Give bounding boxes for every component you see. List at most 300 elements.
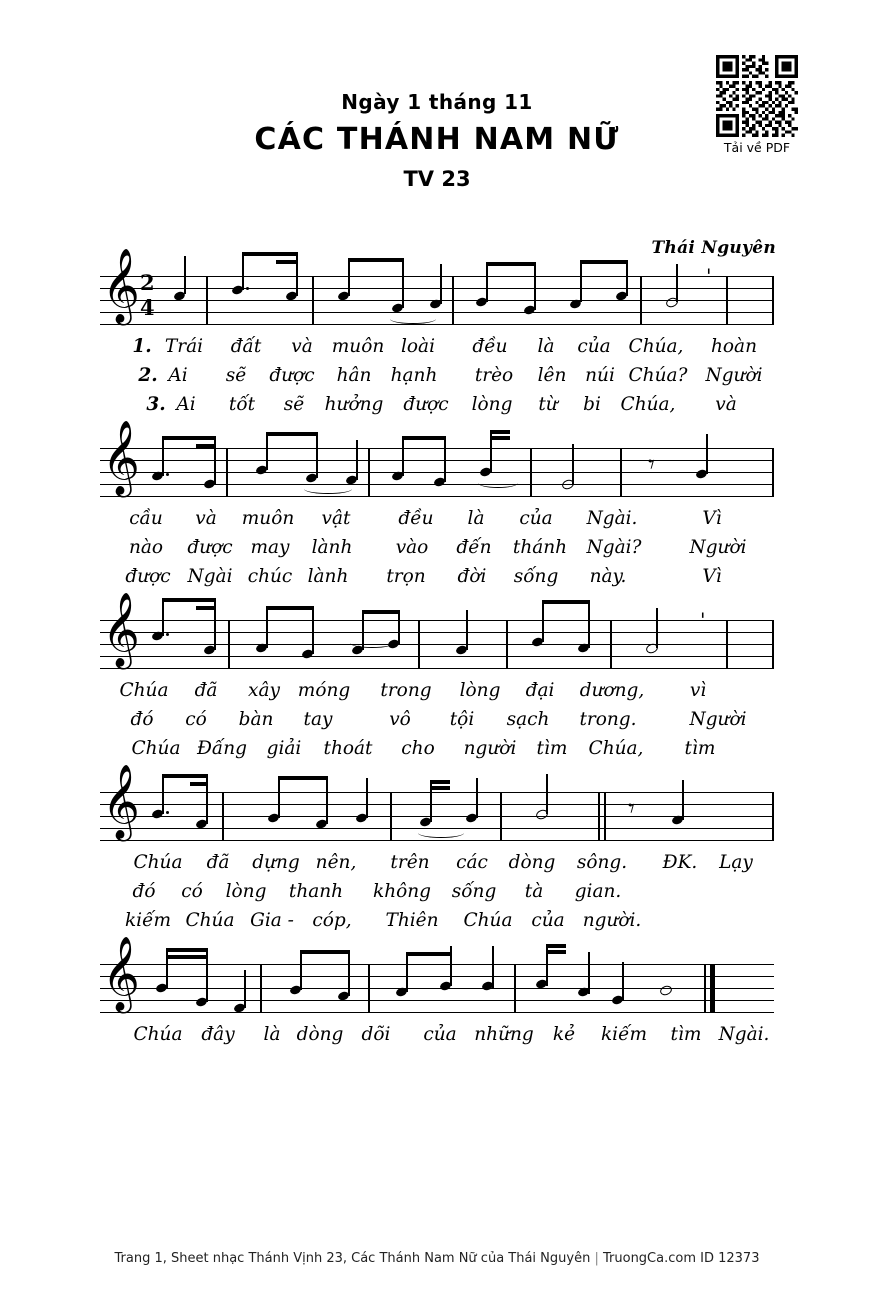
lyric-syllable: Chúa (131, 738, 181, 759)
lyric-syllable: đó (130, 709, 154, 730)
lyric-line-verse-1 (100, 508, 774, 537)
note-stem (162, 436, 164, 476)
lyric-syllable: Vì (702, 508, 722, 529)
verse-number: 3. (146, 394, 166, 415)
barline (418, 620, 420, 668)
lyric-syllable: lòng (459, 680, 501, 701)
lyric-syllable: Trái (164, 336, 204, 357)
lyric-syllable: được (187, 537, 233, 558)
staff-line (100, 988, 774, 989)
lyric-syllable: người (463, 738, 517, 759)
beam (190, 782, 206, 786)
lyric-syllable: thanh (288, 881, 344, 902)
barline (368, 448, 370, 496)
lyrics-block-4 (100, 852, 774, 939)
lyric-syllable: Người (689, 537, 747, 558)
lyric-syllable: muôn (241, 508, 295, 529)
staff-5 (100, 937, 774, 1018)
lyric-syllable: sống (513, 566, 559, 587)
lyric-syllable: gian. (574, 881, 622, 902)
beam (546, 950, 566, 954)
page-title: CÁC THÁNH NAM NỮ (254, 122, 620, 157)
music-system-4 (100, 765, 774, 939)
treble-clef-icon: 𝄞 (102, 421, 140, 495)
staff-line (100, 792, 774, 793)
lyric-syllable: hân (336, 365, 372, 386)
note-stem (214, 598, 216, 650)
augmentation-dot (166, 633, 169, 636)
lyric-line-verse-3 (100, 566, 774, 595)
lyric-syllable: lòng (471, 394, 513, 415)
note-stem (656, 608, 658, 648)
music-system-2 (100, 421, 774, 595)
lyric-syllable: và (195, 508, 217, 529)
note-stem (542, 600, 544, 642)
lyric-syllable: đại (525, 680, 555, 701)
barline (226, 448, 228, 496)
barline (368, 964, 370, 1012)
lyric-syllable: bàn (238, 709, 274, 730)
staff-line (100, 632, 774, 633)
lyric-syllable: vào (395, 537, 429, 558)
barline (640, 276, 642, 324)
note-stem (244, 970, 246, 1008)
footer-description: Trang 1, Sheet nhạc Thánh Vịnh 23, Các Thánh Nam Nữ của Thái Nguyên (114, 1251, 591, 1266)
barline (726, 276, 728, 324)
lyric-syllable: lên (537, 365, 567, 386)
lyric-syllable: và (715, 394, 737, 415)
beam (266, 606, 312, 610)
lyric-syllable: loài (400, 336, 436, 357)
note-stem (348, 950, 350, 996)
lyric-syllable: Chúa, (588, 738, 644, 759)
staff-line (100, 460, 774, 461)
lyric-syllable: đều (472, 336, 508, 357)
note-stem (162, 598, 164, 636)
note-head (659, 984, 673, 997)
lyric-syllable: lành (307, 566, 349, 587)
lyric-syllable: Ngài. (586, 508, 638, 529)
lyric-syllable: may (250, 537, 290, 558)
page-subtitle: TV 23 (403, 167, 471, 191)
lyrics-block-5 (100, 1024, 774, 1053)
lyric-syllable: Người (705, 365, 763, 386)
note-stem (486, 262, 488, 302)
lyric-line-verse-3 (100, 738, 774, 767)
staff-line (100, 496, 774, 497)
lyric-syllable: xây (248, 680, 280, 701)
lyric-syllable: được (269, 365, 315, 386)
note-stem (278, 776, 280, 818)
page-footer (0, 1251, 874, 1266)
barline (726, 620, 728, 668)
footer-separator: | (594, 1251, 599, 1266)
barline (530, 448, 532, 496)
qr-caption: Tải về PDF (723, 140, 791, 155)
note-stem (266, 432, 268, 470)
lyrics-block-3 (100, 680, 774, 767)
lyric-syllable: bi (583, 394, 601, 415)
lyric-syllable: Thiên (385, 910, 439, 931)
barline (772, 620, 774, 668)
barline (772, 792, 774, 840)
note-stem (366, 778, 368, 818)
note-stem (266, 606, 268, 648)
beam (402, 436, 444, 440)
lyric-syllable: đã (206, 852, 230, 873)
lyric-line-verse-1 (100, 852, 774, 881)
note-stem (572, 444, 574, 484)
composer-name: Thái Nguyên (651, 238, 776, 258)
barline (206, 276, 208, 324)
beam (362, 610, 398, 614)
lyric-syllable: tốt (228, 394, 256, 415)
note-stem (166, 948, 168, 988)
music-system-1 (100, 249, 774, 423)
lyric-syllable: của (531, 910, 565, 931)
beam (278, 776, 326, 780)
lyric-syllable: cóp, (312, 910, 352, 931)
lyric-syllable: sạch (506, 709, 550, 730)
lyric-syllable: Ngài? (586, 537, 642, 558)
lyric-syllable: cho (401, 738, 435, 759)
lyric-syllable: thoát (323, 738, 373, 759)
treble-clef-icon: 𝄞 (102, 937, 140, 1011)
staff-line (100, 1012, 774, 1013)
beam (490, 430, 510, 434)
lyric-line-verse-2 (100, 537, 774, 566)
note-stem (362, 610, 364, 650)
slur (418, 828, 464, 838)
barline (598, 792, 600, 840)
beam (300, 950, 348, 954)
lyric-syllable: tay (303, 709, 333, 730)
lyric-syllable: của (519, 508, 553, 529)
note-stem (402, 436, 404, 476)
lyric-syllable: Chúa (133, 852, 183, 873)
beam (166, 955, 206, 959)
staff-line (100, 668, 774, 669)
lyric-line-verse-2 (100, 881, 774, 910)
slur (390, 314, 436, 324)
lyric-syllable: sống (451, 881, 497, 902)
lyric-syllable: vì (689, 680, 707, 701)
lyric-syllable: dương, (579, 680, 645, 701)
lyric-syllable: Ngài. (718, 1024, 770, 1045)
note-stem (356, 440, 358, 480)
lyric-syllable: Chúa (133, 1024, 183, 1045)
lyric-syllable: kẻ (552, 1024, 576, 1045)
refrain-marker: ĐK. (662, 852, 698, 873)
lyrics-block-1 (100, 336, 774, 423)
beam (166, 948, 206, 952)
lyric-syllable: có (181, 881, 203, 902)
lyric-syllable: đến (456, 537, 492, 558)
note-stem (622, 962, 624, 1000)
lyric-syllable: Chúa (463, 910, 513, 931)
lyric-syllable: Đấng (196, 738, 248, 759)
beam (430, 780, 450, 784)
treble-clef-icon: 𝄞 (102, 765, 140, 839)
lyric-syllable: nên, (315, 852, 357, 873)
lyric-syllable: kiếm (124, 910, 172, 931)
lyric-syllable: thánh (512, 537, 568, 558)
lyric-syllable: trong. (579, 709, 637, 730)
beam (542, 600, 588, 604)
staff-line (100, 620, 774, 621)
lyric-syllable: hưởng (324, 394, 384, 415)
beam (546, 944, 566, 948)
lyric-line-refrain (100, 1024, 774, 1053)
quarter-rest: 𝄾 (628, 794, 635, 824)
barline (772, 448, 774, 496)
lyrics-block-2 (100, 508, 774, 595)
barline (772, 276, 774, 324)
staff-line (100, 472, 774, 473)
lyric-syllable: tìm (670, 1024, 702, 1045)
treble-clef-icon: 𝄞 (102, 249, 140, 323)
lyric-syllable: tìm (536, 738, 568, 759)
lyric-syllable: những (474, 1024, 534, 1045)
staff-line (100, 448, 774, 449)
barline (452, 276, 454, 324)
lyric-line-verse-3 (100, 910, 774, 939)
lyric-syllable: và (291, 336, 313, 357)
staff-line (100, 644, 774, 645)
barline (514, 964, 516, 1012)
lyric-syllable: là (263, 1024, 281, 1045)
lyric-syllable: đất (230, 336, 262, 357)
lyric-syllable: tội (449, 709, 475, 730)
lyric-syllable: hoàn (711, 336, 757, 357)
lyric-syllable: của (423, 1024, 457, 1045)
staff-line (100, 976, 774, 977)
lyric-syllable: đây (201, 1024, 235, 1045)
beam (486, 262, 534, 266)
beam (196, 444, 214, 448)
lyric-syllable: dựng (252, 852, 300, 873)
barline (260, 964, 262, 1012)
lyric-syllable: Ai (176, 394, 196, 415)
note-stem (588, 600, 590, 648)
lyric-syllable: đời (457, 566, 487, 587)
note-stem (406, 952, 408, 992)
lyric-syllable: móng (297, 680, 351, 701)
verse-number: 1. (132, 336, 152, 357)
slur (478, 478, 518, 488)
lyric-syllable: không (372, 881, 432, 902)
lyric-syllable: đó (132, 881, 156, 902)
staff-2 (100, 421, 774, 502)
staff-4 (100, 765, 774, 846)
lyric-syllable: Người (689, 709, 747, 730)
lyric-syllable: sẽ (283, 394, 305, 415)
note-stem (296, 252, 298, 296)
treble-clef-icon: 𝄞 (102, 593, 140, 667)
note-stem (206, 774, 208, 824)
lyric-syllable: từ (538, 394, 558, 415)
music-system-3 (100, 593, 774, 767)
note-stem (214, 436, 216, 484)
lyric-line-verse-2 (100, 365, 774, 394)
lyric-syllable: Chúa (185, 910, 235, 931)
page-header (0, 90, 874, 191)
note-stem (588, 952, 590, 994)
lyric-syllable: vật (321, 508, 351, 529)
beam (162, 774, 206, 778)
lyric-syllable: đã (194, 680, 218, 701)
lyric-syllable: chúc (247, 566, 293, 587)
augmentation-dot (166, 811, 169, 814)
barline (604, 792, 606, 840)
lyric-syllable: vô (389, 709, 411, 730)
note-stem (546, 774, 548, 814)
note-stem (534, 262, 536, 310)
lyric-syllable: sông. (576, 852, 628, 873)
lyric-syllable: có (185, 709, 207, 730)
lyric-syllable: trọn (386, 566, 426, 587)
lyric-syllable: của (577, 336, 611, 357)
lyric-syllable: Lạy (719, 852, 753, 873)
lyric-syllable: dòng (508, 852, 556, 873)
staff-line (100, 840, 774, 841)
note-stem (300, 950, 302, 990)
note-stem (466, 610, 468, 650)
beam (242, 252, 298, 256)
note-stem (626, 260, 628, 296)
note-stem (312, 606, 314, 654)
lyric-syllable: kiếm (600, 1024, 648, 1045)
lyric-syllable: tìm (684, 738, 716, 759)
lyric-syllable: là (467, 508, 485, 529)
lyric-syllable: Chúa? (628, 365, 688, 386)
lyric-syllable: Chúa (119, 680, 169, 701)
staff-line (100, 324, 774, 325)
barline (610, 620, 612, 668)
lyric-syllable: là (537, 336, 555, 357)
staff-line (100, 656, 774, 657)
quarter-rest: 𝄾 (648, 450, 655, 480)
staff-line (100, 312, 774, 313)
music-system-5 (100, 937, 774, 1053)
barline (506, 620, 508, 668)
lyric-syllable: Gia - (250, 910, 294, 931)
note-stem (492, 946, 494, 988)
footer-source: TruongCa.com ID 12373 (603, 1251, 760, 1266)
beam (580, 260, 626, 264)
breath-mark: ' (700, 608, 706, 632)
note-stem (676, 264, 678, 302)
note-stem (476, 778, 478, 818)
beam (196, 606, 214, 610)
note-stem (444, 436, 446, 482)
barline (228, 620, 230, 668)
verse-number: 2. (138, 365, 158, 386)
lyric-syllable: tà (524, 881, 544, 902)
note-stem (440, 264, 442, 304)
beam (430, 786, 450, 790)
note-stem (184, 256, 186, 294)
lyric-syllable: Chúa, (620, 394, 676, 415)
note-stem (398, 610, 400, 644)
time-signature: 2 4 (140, 270, 155, 320)
note-stem (402, 258, 404, 308)
lyric-syllable: lòng (225, 881, 267, 902)
lyric-syllable: núi (585, 365, 615, 386)
note-stem (326, 776, 328, 824)
lyric-syllable: trên (390, 852, 430, 873)
lyric-syllable: này. (589, 566, 627, 587)
lyric-line-verse-3 (100, 394, 774, 423)
lyric-syllable: Vì (702, 566, 722, 587)
lyric-syllable: người. (582, 910, 642, 931)
note-stem (162, 774, 164, 814)
beam (162, 598, 214, 602)
lyric-syllable: được (125, 566, 171, 587)
staff-1 (100, 249, 774, 330)
staff-3 (100, 593, 774, 674)
note-stem (242, 252, 244, 290)
date-line: Ngày 1 tháng 11 (341, 90, 533, 114)
lyric-syllable: hạnh (390, 365, 438, 386)
lyric-syllable: dõi (361, 1024, 391, 1045)
lyric-syllable: đều (398, 508, 434, 529)
beam (266, 432, 316, 436)
barline (390, 792, 392, 840)
beam (406, 952, 450, 956)
lyric-syllable: Ai (168, 365, 188, 386)
beam (348, 258, 404, 262)
staff-line (100, 804, 774, 805)
augmentation-dot (166, 473, 169, 476)
barline (222, 792, 224, 840)
final-barline-thick (710, 964, 715, 1012)
lyric-line-verse-1 (100, 680, 774, 709)
note-stem (580, 260, 582, 302)
lyric-line-verse-2 (100, 709, 774, 738)
lyric-syllable: trong (380, 680, 432, 701)
lyric-syllable: dòng (296, 1024, 344, 1045)
lyric-syllable: Chúa, (628, 336, 684, 357)
lyric-syllable: muôn (331, 336, 385, 357)
lyric-syllable: nào (128, 537, 164, 558)
staff-line (100, 276, 774, 277)
lyric-syllable: trèo (474, 365, 514, 386)
staff-line (100, 288, 774, 289)
breath-mark: ' (706, 264, 712, 288)
final-barline-thin (704, 964, 706, 1012)
note-stem (348, 258, 350, 296)
note-stem (706, 434, 708, 474)
beam (490, 436, 510, 440)
beam (276, 260, 298, 264)
note-stem (450, 946, 452, 986)
staff-line (100, 964, 774, 965)
note-stem (682, 780, 684, 820)
lyric-syllable: được (403, 394, 449, 415)
slur (304, 484, 352, 494)
lyric-syllable: Ngài (187, 566, 233, 587)
lyric-syllable: giải (266, 738, 302, 759)
beam (162, 436, 214, 440)
lyric-syllable: cầu (129, 508, 163, 529)
note-stem (316, 432, 318, 478)
barline (500, 792, 502, 840)
lyric-syllable: các (456, 852, 488, 873)
lyric-line-verse-1 (100, 336, 774, 365)
barline (312, 276, 314, 324)
lyric-syllable: sẽ (225, 365, 247, 386)
